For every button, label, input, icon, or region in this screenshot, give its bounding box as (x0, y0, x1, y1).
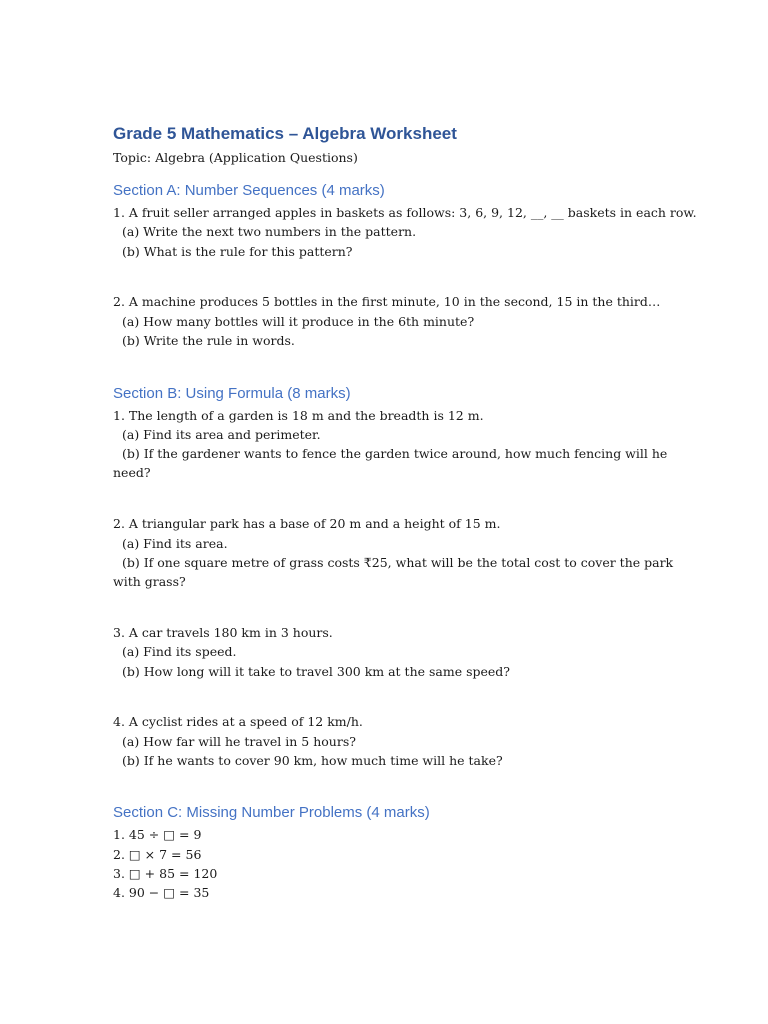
question-b1-stem: 1. The length of a garden is 18 m and the breadth is 12 m. (113, 408, 484, 423)
question-b4-part-b: (b) If he wants to cover 90 km, how much time will he take? (122, 753, 503, 768)
question-b3-part-a: (a) Find its speed. (122, 644, 237, 659)
question-b4-part-a: (a) How far will he travel in 5 hours? (122, 734, 356, 749)
section-c-heading: Section C: Missing Number Problems (4 marks) (113, 804, 430, 821)
missing-number-item-4: 4. 90 − □ = 35 (113, 885, 210, 900)
question-b2-part-b-continued: with grass? (113, 574, 186, 589)
question-b2-part-b: (b) If one square metre of grass costs ₹25, what will be the total cost to cover the park (122, 555, 674, 570)
question-a1-stem: 1. A fruit seller arranged apples in baskets as follows: 3, 6, 9, 12, __, __ baskets in each row. (113, 205, 697, 220)
question-a1-part-b: (b) What is the rule for this pattern? (122, 244, 353, 259)
question-b2-part-a: (a) Find its area. (122, 536, 228, 551)
question-b1-part-a: (a) Find its area and perimeter. (122, 427, 321, 442)
question-b1-part-b-continued: need? (113, 465, 151, 480)
missing-number-item-1: 1. 45 ÷ □ = 9 (113, 827, 202, 842)
question-a2-stem: 2. A machine produces 5 bottles in the first minute, 10 in the second, 15 in the third… (113, 294, 661, 309)
section-a-heading: Section A: Number Sequences (4 marks) (113, 182, 385, 199)
question-b4-stem: 4. A cyclist rides at a speed of 12 km/h. (113, 714, 363, 729)
question-b2-stem: 2. A triangular park has a base of 20 m and a height of 15 m. (113, 516, 501, 531)
section-b-heading: Section B: Using Formula (8 marks) (113, 385, 351, 402)
worksheet-title: Grade 5 Mathematics – Algebra Worksheet (113, 124, 457, 143)
question-b3-part-b: (b) How long will it take to travel 300 km at the same speed? (122, 664, 510, 679)
question-a2-part-a: (a) How many bottles will it produce in the 6th minute? (122, 314, 475, 329)
question-a2-part-b: (b) Write the rule in words. (122, 333, 295, 348)
question-b1-part-b: (b) If the gardener wants to fence the garden twice around, how much fencing will he (122, 446, 668, 461)
missing-number-item-2: 2. □ × 7 = 56 (113, 847, 202, 862)
question-a1-part-a: (a) Write the next two numbers in the pattern. (122, 224, 417, 239)
worksheet-topic: Topic: Algebra (Application Questions) (113, 150, 358, 165)
missing-number-item-3: 3. □ + 85 = 120 (113, 866, 218, 881)
question-b3-stem: 3. A car travels 180 km in 3 hours. (113, 625, 333, 640)
